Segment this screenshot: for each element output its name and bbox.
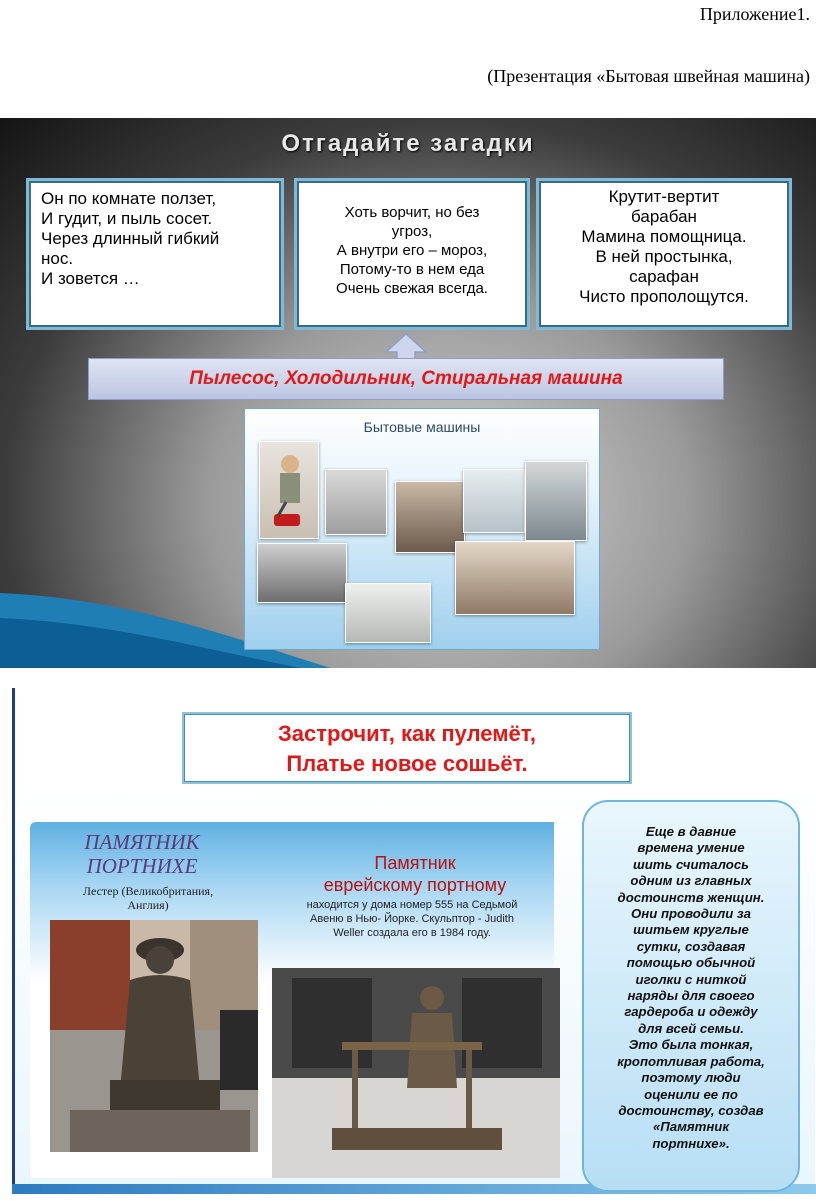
monument-seamstress-title: ПАМЯТНИК ПОРТНИХЕ (84, 830, 200, 878)
photo-vacuum-child (259, 441, 319, 539)
monument-tailor-description: находится у дома номер 555 на Седьмой Авеню в Нью- Йорке. Скульптор - Judith Weller создала его в 1984 году. (306, 899, 518, 939)
photo-sewing-woman (345, 583, 431, 643)
answer-banner: Пылесос, Холодильник, Стиральная машина (88, 358, 724, 400)
slide-riddles (0, 118, 816, 668)
seamstress-history-text: Еще в давние времена умение шить считалось одним из главных достоинств женщин. Они проводили за шитьем круглые сутки, создавая помощью обычной иголки с ниткой наряды для своего гардероба и одежду для всей семьи. Это была тонкая, кропотливая работа, поэтому люди оценили ее по достоинству, создав «Памятник портнихе». (582, 800, 800, 1192)
photo-refrigerator (525, 461, 587, 541)
riddle-washer: Крутит-вертит барабан Мамина помощница. В ней простынка, сарафан Чисто прополощутся. (536, 178, 792, 330)
photo-kitchen (463, 469, 525, 533)
photo-washing-machine (455, 541, 575, 615)
collage-title: Бытовые машины (363, 419, 481, 435)
appliances-collage (244, 408, 600, 650)
photo-sewing-machine (257, 543, 347, 603)
riddle-vacuum: Он по комнате ползет, И гудит, и пыль сосет. Через длинный гибкий нос. И зовется … (26, 178, 284, 330)
monument-seamstress-location: Лестер (Великобритания, Англия) (82, 884, 214, 912)
monument-tailor-title: Памятник еврейскому портному (323, 853, 507, 895)
photo-tailor-statue (272, 968, 560, 1178)
appendix-label: Приложение1. (699, 4, 810, 24)
slide-title: Отгадайте загадки (281, 130, 535, 157)
photo-seamstress-statue (50, 920, 258, 1152)
photo-dishwasher (325, 469, 387, 535)
left-border (12, 688, 15, 1188)
riddle-fridge: Хоть ворчит, но без угроз, А внутри его – мороз, Потому-то в нем еда Очень свежая всегда. (294, 178, 530, 330)
presentation-caption: (Презентация «Бытовая швейная машина) (487, 66, 810, 86)
sewing-machine-riddle: Застрочит, как пулемёт, Платье новое сошьёт. (182, 712, 632, 784)
